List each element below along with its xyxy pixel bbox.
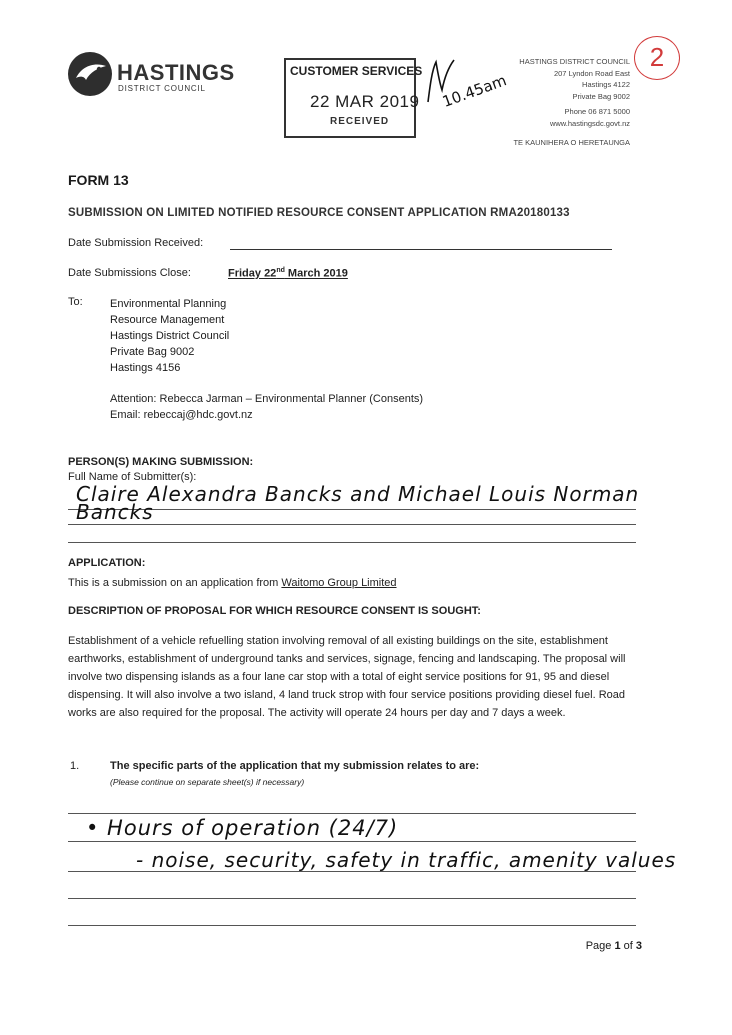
- logo-name: HASTINGS: [117, 60, 235, 85]
- page-number: [586, 940, 642, 952]
- form-title: SUBMISSION ON LIMITED NOTIFIED RESOURCE CONSENT APPLICATION RMA20180133: [68, 207, 570, 219]
- application-text-pre: This is a submission on an application from: [68, 577, 282, 589]
- application-heading: APPLICATION:: [68, 557, 146, 569]
- question1-number: 1.: [70, 760, 80, 772]
- council-tagline: TE KAUNIHERA O HERETAUNGA: [513, 138, 630, 147]
- page-total: 3: [635, 940, 642, 952]
- full-name-label: Full Name of Submitter(s):: [68, 471, 197, 483]
- answer-text-line1: • Hours of operation (24/7): [86, 816, 399, 840]
- name-underline-3: [68, 542, 636, 543]
- stamp-received: RECEIVED: [330, 116, 390, 127]
- name-underline-2: [68, 524, 636, 525]
- answer-line-2: [68, 841, 636, 842]
- date-close-value: [228, 267, 348, 280]
- stamp-date: 22 MAR 2019: [310, 92, 420, 111]
- to-address-line: Resource Management: [110, 314, 225, 326]
- stamp-title: CUSTOMER SERVICES: [290, 64, 423, 78]
- question1-note: (Please continue on separate sheet(s) if necessary): [110, 777, 305, 787]
- answer-line-5: [68, 925, 636, 926]
- date-close-value-post: March 2019: [284, 267, 348, 280]
- to-address-line: Hastings 4156: [110, 362, 181, 374]
- council-logo-icon: [68, 52, 112, 96]
- attention-line: Attention: Rebecca Jarman – Environmental Planner (Consents): [110, 393, 424, 405]
- page-circle-number: 2: [634, 36, 680, 80]
- description-text: Establishment of a vehicle refuelling station involving removal of all existing buildings on the site, establishment earthworks, establishment of underground tanks and services, signage, fencing and landscaping. The proposal will involve two dispensing islands as a four lane car stop with a total of eight service positions for 91, 95 and diesel dispensing. It will also involve a two island, 4 land truck strop with four service positions providing diesel fuel. Road works are also required for the proposal. The activity will operate 24 hours per day and 7 days a week.: [68, 635, 626, 719]
- council-address-line: HASTINGS DISTRICT COUNCIL: [519, 57, 630, 66]
- council-address-line: www.hastingsdc.govt.nz: [549, 118, 630, 128]
- council-address-line: Hastings 4122: [582, 80, 630, 89]
- question1-text: The specific parts of the application that my submission relates to are:: [110, 760, 480, 772]
- page-current: 1: [614, 940, 621, 952]
- council-address-line: Private Bag 9002: [572, 91, 630, 101]
- answer-line-3: [68, 871, 636, 872]
- to-address: [110, 296, 229, 376]
- answer-line-1: [68, 813, 636, 814]
- description-heading: DESCRIPTION OF PROPOSAL FOR WHICH RESOURCE CONSENT IS SOUGHT:: [68, 605, 481, 617]
- to-label: To:: [68, 296, 83, 308]
- to-address-line: Private Bag 9002: [110, 346, 195, 358]
- application-text: [68, 577, 397, 589]
- page-of: of: [620, 940, 636, 952]
- page-label: Page: [585, 940, 615, 952]
- answer-line-4: [68, 898, 636, 899]
- to-address-line: Hastings District Council: [110, 330, 230, 342]
- council-address-line: 207 Lyndon Road East: [553, 68, 630, 78]
- to-address-line: Environmental Planning: [110, 298, 227, 310]
- form-number: FORM 13: [68, 172, 129, 188]
- date-close-value-pre: Friday 22: [228, 267, 277, 280]
- logo-subtitle: DISTRICT COUNCIL: [118, 84, 206, 93]
- submitter-name-line1: Claire Alexandra Bancks and Michael Louis Norman: [76, 482, 640, 506]
- date-close-label: Date Submissions Close:: [68, 267, 191, 279]
- date-received-label: Date Submission Received:: [68, 237, 204, 249]
- date-close-value-sup: nd: [276, 267, 285, 274]
- submitter-name-line2: Bancks: [76, 500, 154, 524]
- email-line: Email: rebeccaj@hdc.govt.nz: [110, 409, 253, 421]
- council-address-line: Phone 06 871 5000: [564, 107, 630, 116]
- persons-heading: PERSON(S) MAKING SUBMISSION:: [68, 456, 254, 468]
- answer-text-line2: - noise, security, safety in traffic, amenity values: [136, 848, 677, 872]
- council-address: [470, 56, 630, 129]
- date-received-field[interactable]: [230, 248, 612, 250]
- applicant-name: Waitomo Group Limited: [281, 577, 397, 589]
- stamp-handwritten-time: 10.45am: [440, 71, 509, 111]
